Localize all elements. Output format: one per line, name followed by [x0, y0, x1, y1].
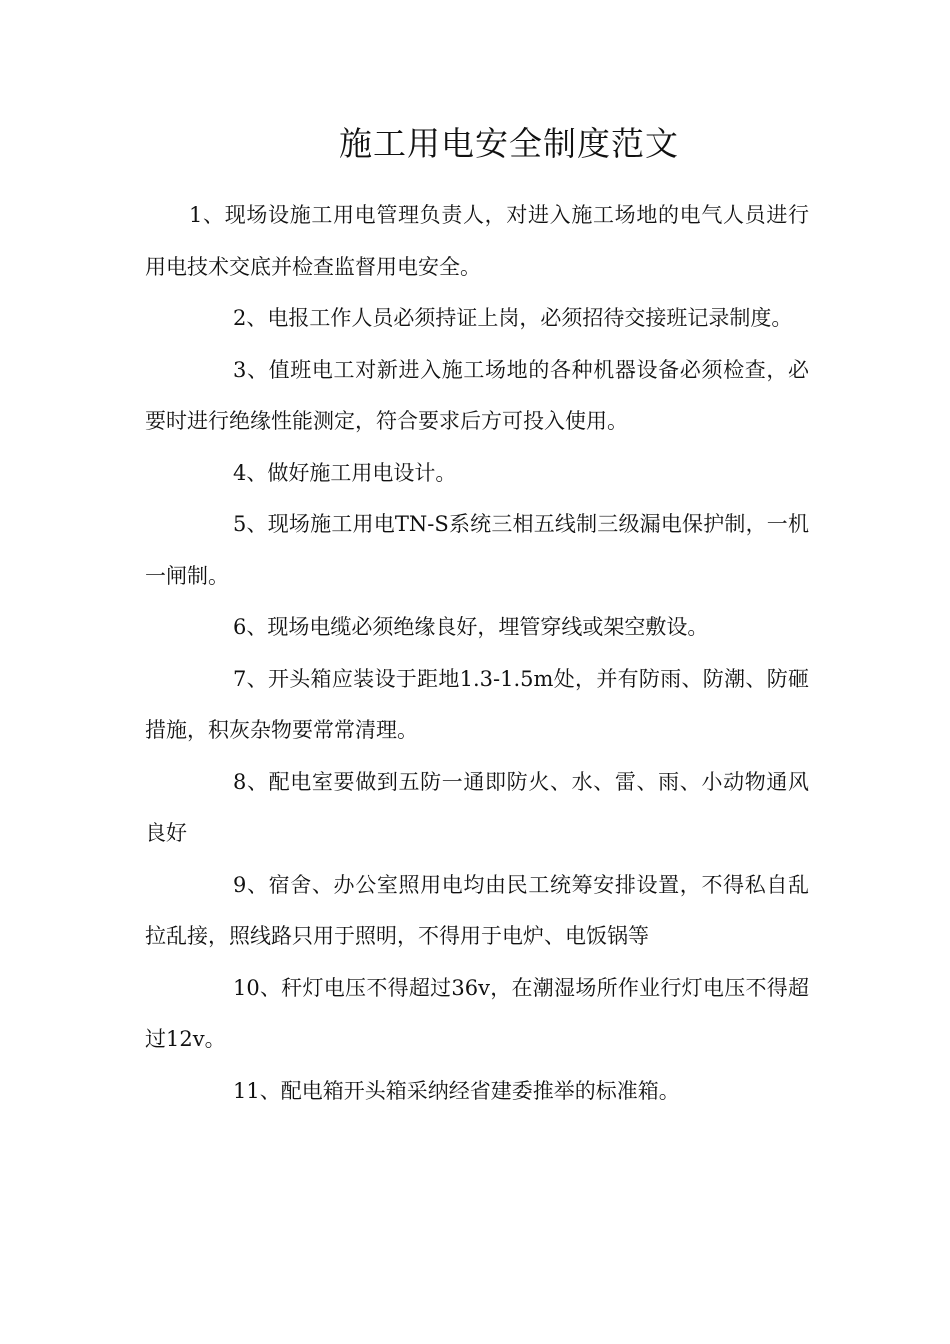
paragraph-5: 5、现场施工用电TN-S系统三相五线制三级漏电保护制，一机一闸制。 — [145, 512, 809, 588]
paragraph-9: 9、宿舍、办公室照用电均由民工统筹安排设置，不得私自乱拉乱接，照线路只用于照明，不得用于电炉、电饭锅等 — [145, 872, 809, 948]
paragraph-1: 1、现场设施工用电管理负责人，对进入施工场地的电气人员进行用电技术交底并检查监督用电安全。 — [145, 203, 809, 279]
paragraph-8: 8、配电室要做到五防一通即防火、水、雷、雨、小动物通风良好 — [145, 769, 809, 845]
document-title: 施工用电安全制度范文 — [339, 124, 679, 163]
paragraph-2: 2、电报工作人员必须持证上岗，必须招待交接班记录制度。 — [233, 306, 793, 330]
paragraph-3: 3、值班电工对新进入施工场地的各种机器设备必须检查，必要时进行绝缘性能测定，符合要求后方可投入使用。 — [145, 357, 809, 433]
paragraph-10: 10、秆灯电压不得超过36v，在潮湿场所作业行灯电压不得超过12v。 — [145, 975, 809, 1051]
paragraph-4: 4、做好施工用电设计。 — [233, 460, 457, 485]
paragraph-7: 7、开头箱应装设于距地1.3-1.5m处，并有防雨、防潮、防砸措施，积灰杂物要常常清理。 — [145, 666, 809, 742]
document-body — [145, 190, 809, 1117]
paragraph-11: 11、配电箱开头箱采纳经省建委推举的标准箱。 — [233, 1078, 680, 1103]
paragraph-6: 6、现场电缆必须绝缘良好，埋管穿线或架空敷设。 — [233, 615, 709, 639]
